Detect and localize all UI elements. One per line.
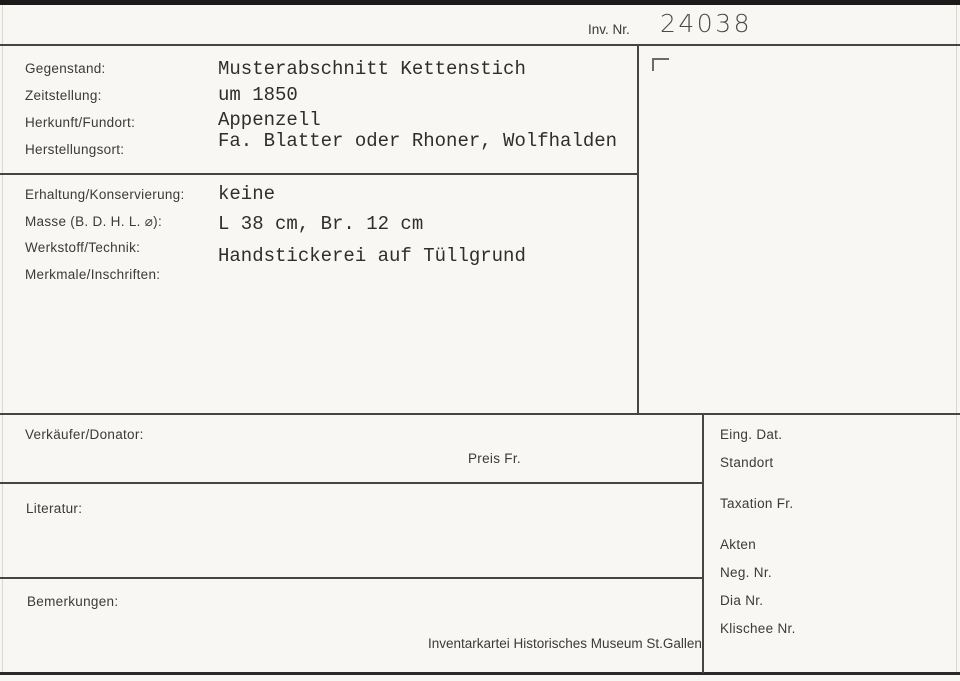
divider-admin-panel bbox=[702, 413, 704, 673]
card-top-edge bbox=[0, 0, 960, 5]
field-value-zeitstellung: um 1850 bbox=[218, 84, 298, 106]
field-label-literatur: Literatur: bbox=[26, 501, 83, 516]
inv-nr-value: 24038 bbox=[660, 9, 753, 38]
field-label-herkunft-fundort: Herkunft/Fundort: bbox=[25, 115, 136, 130]
field-label-werkstoff-technik: Werkstoff/Technik: bbox=[25, 240, 141, 255]
field-label-erhaltung: Erhaltung/Konservierung: bbox=[25, 187, 185, 202]
admin-label-akten: Akten bbox=[720, 537, 757, 552]
field-label-verkaeufer-donator: Verkäufer/Donator: bbox=[25, 427, 144, 442]
divider-seller-literature bbox=[0, 482, 703, 484]
field-value-gegenstand: Musterabschnitt Kettenstich bbox=[218, 58, 526, 80]
card-left-edge bbox=[2, 5, 3, 672]
card-bottom-edge bbox=[0, 672, 960, 675]
field-label-preis: Preis Fr. bbox=[468, 451, 521, 466]
field-label-merkmale-inschriften: Merkmale/Inschriften: bbox=[25, 267, 161, 282]
divider-photo-panel bbox=[637, 44, 639, 415]
field-label-bemerkungen: Bemerkungen: bbox=[27, 594, 119, 609]
admin-label-eing-dat: Eing. Dat. bbox=[720, 427, 783, 442]
admin-label-dia-nr: Dia Nr. bbox=[720, 593, 764, 608]
field-label-zeitstellung: Zeitstellung: bbox=[25, 88, 102, 103]
field-value-erhaltung: keine bbox=[218, 183, 276, 205]
field-value-werkstoff-technik: Handstickerei auf Tüllgrund bbox=[218, 245, 526, 267]
divider-literature-remarks bbox=[0, 577, 703, 579]
inv-nr-label: Inv. Nr. bbox=[588, 22, 630, 37]
admin-label-taxation: Taxation Fr. bbox=[720, 496, 794, 511]
admin-label-standort: Standort bbox=[720, 455, 774, 470]
field-value-masse: L 38 cm, Br. 12 cm bbox=[218, 213, 424, 235]
field-label-herstellungsort: Herstellungsort: bbox=[25, 142, 125, 157]
field-value-herkunft-fundort: Appenzell bbox=[218, 109, 321, 131]
admin-label-neg-nr: Neg. Nr. bbox=[720, 565, 772, 580]
photo-corner-mark bbox=[652, 58, 669, 71]
card-right-edge bbox=[956, 5, 957, 672]
field-label-masse: Masse (B. D. H. L. ⌀): bbox=[25, 214, 162, 229]
divider-object-condition bbox=[0, 173, 638, 175]
admin-label-klischee-nr: Klischee Nr. bbox=[720, 621, 796, 636]
divider-main-bottom bbox=[0, 413, 960, 415]
field-label-gegenstand: Gegenstand: bbox=[25, 61, 106, 76]
card-credit-line: Inventarkartei Historisches Museum St.Gallen bbox=[428, 636, 702, 651]
divider-header bbox=[0, 44, 960, 46]
field-value-herstellungsort: Fa. Blatter oder Rhoner, Wolfhalden bbox=[218, 130, 618, 152]
